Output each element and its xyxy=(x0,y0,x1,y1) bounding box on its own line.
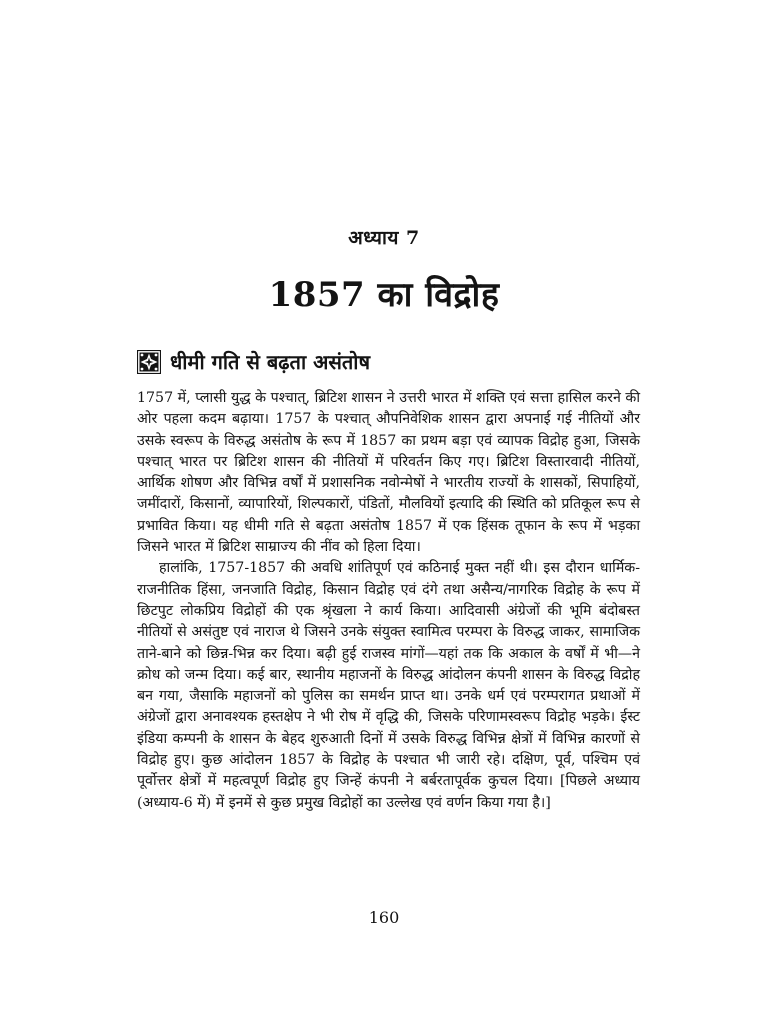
section-heading-row xyxy=(137,348,370,375)
page-number: 160 xyxy=(368,908,400,927)
body-text xyxy=(137,388,640,814)
ornament-icon xyxy=(137,350,161,374)
chapter-title: 1857 का विद्रोह xyxy=(268,275,500,315)
chapter-label: अध्याय 7 xyxy=(348,227,420,249)
section-heading: धीमी गति से बढ़ता असंतोष xyxy=(170,350,371,374)
paragraph: हालांकि, 1757-1857 की अवधि शांतिपूर्ण एवं कठिनाई मुक्त नहीं थी। इस दौरान धार्मिक-राजनीतिक हिंसा, जनजाति विद्रोह, किसान विद्रोह एवं दंगे तथा असैन्य/नागरिक विद्रोह के रूप में छिटपुट लोकप्रिय विद्रोहों की एक श्रृंखला ने कार्य किया। आदिवासी अंग्रेजों की भूमि बंदोबस्त नीतियों से असंतुष्ट एवं नाराज थे जिसने उनके संयुक्त स्वामित्व परम्परा के विरुद्ध जाकर, सामाजिक ताने-बाने को छिन्न-भिन्न कर दिया। बढ़ी हुई राजस्व मांगों—यहां तक कि अकाल के वर्षों में भी—ने क्रोध को जन्म दिया। कई बार, स्थानीय महाजनों के विरुद्ध आंदोलन कंपनी शासन के विरुद्ध विद्रोह बन गया, जैसाकि महाजनों को पुलिस का समर्थन प्राप्त था। उनके धर्म एवं परम्परागत प्रथाओं में अंग्रेजों द्वारा अनावश्यक हस्तक्षेप ने भी रोष में वृद्धि की, जिसके परिणामस्वरूप विद्रोह भड़के। ईस्ट इंडिया कम्पनी के शासन के बेहद शुरुआती दिनों में उसके विरुद्ध विभिन्न क्षेत्रों में विभिन्न कारणों से विद्रोह हुए। कुछ आंदोलन 1857 के विद्रोह के पश्चात भी जारी रहे। दक्षिण, पूर्व, पश्चिम एवं पूर्वोत्तर क्षेत्रों में महत्वपूर्ण विद्रोह हुए जिन्हें कंपनी ने बर्बरतापूर्वक कुचल दिया। [पिछले अध्याय (अध्याय-6 में) में इनमें से कुछ प्रमुख विद्रोहों का उल्लेख एवं वर्णन किया गया है।] xyxy=(137,560,640,811)
paragraph: 1757 में, प्लासी युद्ध के पश्चात्, ब्रिटिश शासन ने उत्तरी भारत में शक्ति एवं सत्ता हासिल करने की ओर पहला कदम बढ़ाया। 1757 के पश्चात् औपनिवेशिक शासन द्वारा अपनाई गई नीतियों और उसके स्वरूप के विरुद्ध असंतोष के रूप में 1857 का प्रथम बड़ा एवं व्यापक विद्रोह हुआ, जिसके पश्चात् भारत पर ब्रिटिश शासन की नीतियों में परिवर्तन किए गए। ब्रिटिश विस्तारवादी नीतियों, आर्थिक शोषण और विभिन्न वर्षों में प्रशासनिक नवोन्मेषों ने भारतीय राज्यों के शासकों, सिपाहियों, जमींदारों, किसानों, व्यापारियों, शिल्पकारों, पंडितों, मौलवियों इत्यादि की स्थिति को प्रतिकूल रूप से प्रभावित किया। यह धीमी गति से बढ़ता असंतोष 1857 में एक हिंसक तूफान के रूप में भड़का जिसने भारत में ब्रिटिश साम्राज्य की नींव को हिला दिया। xyxy=(137,390,640,556)
